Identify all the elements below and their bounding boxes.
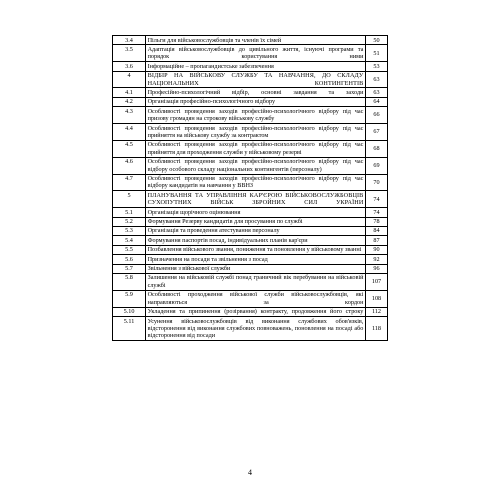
toc-page-number: 90 <box>366 245 388 254</box>
toc-page-number: 50 <box>366 36 388 45</box>
toc-section-title: Організація професійно-психологічного відбору <box>146 97 366 106</box>
toc-row <box>113 107 388 124</box>
toc-section-title: Адаптація військовослужбовців до цивільного життя, існуючі програми та порядок користування ними <box>146 45 366 62</box>
toc-row <box>113 45 388 62</box>
toc-section-title: Формування Резерву кандидатів для просування по службі <box>146 217 366 226</box>
toc-section-number: 5.5 <box>113 245 146 254</box>
toc-row <box>113 62 388 71</box>
toc-chapter-title: ПЛАНУВАННЯ ТА УПРАВЛІННЯ КАР'ЄРОЮ ВІЙСЬКОВОСЛУЖБОВЦІВ СУХОПУТНИХ ВІЙСЬК ЗБРОЙНИХ СИЛ УКРАЇНИ <box>146 191 366 208</box>
toc-section-title: Залишення на військовій службі понад граничний вік перебування на військовій службі <box>146 273 366 290</box>
toc-row <box>113 140 388 157</box>
toc-row <box>113 174 388 191</box>
toc-page-number: 78 <box>366 217 388 226</box>
toc-page-number: 53 <box>366 62 388 71</box>
toc-chapter-title: ВІДБІР НА ВІЙСЬКОВУ СЛУЖБУ ТА НАВЧАННЯ, ДО СКЛАДУ НАЦІОНАЛЬНИХ КОНТИНГЕНТІВ <box>146 71 366 88</box>
toc-section-title: Звільнення з військової служби <box>146 264 366 273</box>
toc-section-number: 4.3 <box>113 107 146 124</box>
toc-row <box>113 245 388 254</box>
toc-row <box>113 264 388 273</box>
toc-page-number: 87 <box>366 236 388 245</box>
toc-page-number: 118 <box>366 317 388 341</box>
toc-section-title: Усунення військовослужбовців від виконання службових обов'язків, відсторонення від виконання службових повноважень, поновлення на посаді або відсторонення від посади <box>146 317 366 341</box>
toc-section-number: 5.11 <box>113 317 146 341</box>
toc-section-number: 5.9 <box>113 290 146 307</box>
toc-row <box>113 255 388 264</box>
toc-page-number: 108 <box>366 290 388 307</box>
toc-row <box>113 88 388 97</box>
toc-section-title: Організація та проведення атестування персоналу <box>146 226 366 235</box>
toc-row <box>113 36 388 45</box>
toc-section-title: Формування паспортів посад, індивідуальних планів кар'єри <box>146 236 366 245</box>
toc-page-number: 74 <box>366 191 388 208</box>
toc-page-number: 74 <box>366 208 388 217</box>
toc-section-title: Укладення та припинення (розірвання) контракту, продовження його строку <box>146 307 366 316</box>
toc-section-title: Особливості проведення заходів професійно-психологічного відбору під час відбору особового складу національних контингентів (персоналу) <box>146 157 366 174</box>
toc-page-number: 92 <box>366 255 388 264</box>
toc-section-number: 4.7 <box>113 174 146 191</box>
toc-row <box>113 226 388 235</box>
toc-page-number: 67 <box>366 124 388 141</box>
toc-section-title: Особливості проведення заходів професійно-психологічного відбору під час відбору кандидатів на навчання у ВВНЗ <box>146 174 366 191</box>
toc-section-title: Особливості проведення заходів професійно-психологічного відбору під час прийняття для проходження служби у військовому резерві <box>146 140 366 157</box>
page-number: 4 <box>248 468 252 477</box>
toc-section-number: 4.5 <box>113 140 146 157</box>
toc-section-title: Пільги для військовослужбовців та членів їх сімей <box>146 36 366 45</box>
toc-page-number: 63 <box>366 88 388 97</box>
toc-row <box>113 307 388 316</box>
toc-section-number: 3.5 <box>113 45 146 62</box>
toc-chapter-number: 5 <box>113 191 146 208</box>
toc-section-number: 4.1 <box>113 88 146 97</box>
toc-section-number: 5.3 <box>113 226 146 235</box>
toc-section-title: Позбавлення військового звання, пониження та поновлення у військовому званні <box>146 245 366 254</box>
toc-page-number: 96 <box>366 264 388 273</box>
toc-section-number: 5.1 <box>113 208 146 217</box>
toc-page-number: 69 <box>366 157 388 174</box>
toc-row <box>113 317 388 341</box>
toc-page-number: 66 <box>366 107 388 124</box>
toc-section-number: 5.6 <box>113 255 146 264</box>
toc-section-number: 3.6 <box>113 62 146 71</box>
toc-page-number: 68 <box>366 140 388 157</box>
toc-section-number: 5.2 <box>113 217 146 226</box>
toc-chapter-row <box>113 191 388 208</box>
toc-section-number: 4.2 <box>113 97 146 106</box>
toc-row <box>113 124 388 141</box>
toc-page-number: 84 <box>366 226 388 235</box>
toc-row <box>113 217 388 226</box>
toc-page-number: 51 <box>366 45 388 62</box>
table-of-contents <box>112 35 388 341</box>
toc-section-title: Особливості проведення заходів професійно-психологічного відбору під час призову громадян на строкову військову службу <box>146 107 366 124</box>
toc-section-number: 3.4 <box>113 36 146 45</box>
toc-chapter-number: 4 <box>113 71 146 88</box>
toc-row <box>113 157 388 174</box>
toc-section-number: 5.7 <box>113 264 146 273</box>
toc-row <box>113 290 388 307</box>
toc-section-title: Особливості проходження військової служби військовослужбовців, які направляються за кордон <box>146 290 366 307</box>
toc-section-number: 4.6 <box>113 157 146 174</box>
toc-page-number: 107 <box>366 273 388 290</box>
toc-page-number: 64 <box>366 97 388 106</box>
toc-chapter-row <box>113 71 388 88</box>
toc-section-number: 5.10 <box>113 307 146 316</box>
toc-section-number: 4.4 <box>113 124 146 141</box>
toc-section-title: Професійно-психологічний відбір, основні завдання та заходи <box>146 88 366 97</box>
toc-row <box>113 208 388 217</box>
toc-row <box>113 236 388 245</box>
toc-page-number: 112 <box>366 307 388 316</box>
toc-page-number: 63 <box>366 71 388 88</box>
toc-section-number: 5.4 <box>113 236 146 245</box>
toc-section-title: Призначення на посади та звільнення з посад <box>146 255 366 264</box>
toc-section-title: Особливості проведення заходів професійно-психологічного відбору під час прийняття на військову службу за контрактом <box>146 124 366 141</box>
toc-section-title: Організація щорічного оцінювання <box>146 208 366 217</box>
toc-row <box>113 273 388 290</box>
toc-row <box>113 97 388 106</box>
toc-page-number: 70 <box>366 174 388 191</box>
toc-body <box>113 36 388 341</box>
toc-section-number: 5.8 <box>113 273 146 290</box>
toc-section-title: Інформаційне – пропагандистське забезпечення <box>146 62 366 71</box>
